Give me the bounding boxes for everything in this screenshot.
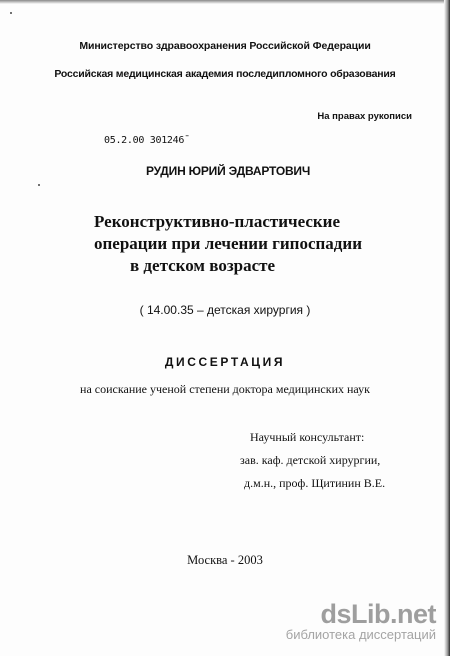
place-and-year: Москва - 2003 xyxy=(187,553,263,567)
manuscript-rights-note: На правах рукописи xyxy=(317,111,412,122)
academy-heading: Российская медицинская академия последипломного образования xyxy=(54,68,396,80)
scan-edge-top xyxy=(0,0,450,4)
watermark-logo: dsLib.net xyxy=(320,599,436,629)
registry-stamp: 05.2.00 301246ˉ xyxy=(104,135,190,146)
title-line-1: Реконструктивно-пластические xyxy=(94,212,341,231)
document-type: ДИССЕРТАЦИЯ xyxy=(164,355,286,369)
advisor-label: Научный консультант: xyxy=(250,430,365,444)
title-line-2: операции при лечении гипоспадии xyxy=(94,234,362,253)
scan-speck xyxy=(38,184,40,186)
watermark-tagline: библиотека диссертаций xyxy=(285,627,436,642)
title-line-3: в детском возрасте xyxy=(130,256,276,275)
advisor-position: зав. каф. детской хирургии, xyxy=(240,453,381,467)
author-name: РУДИН ЮРИЙ ЭДВАРТОВИЧ xyxy=(146,164,311,178)
degree-statement: на соискание ученой степени доктора медицинских наук xyxy=(80,382,370,396)
advisor-name: д.м.н., проф. Щитинин В.Е. xyxy=(244,476,386,490)
scan-speck xyxy=(10,12,12,14)
watermark xyxy=(286,600,436,642)
specialty-code: ( 14.00.35 – детская хирургия ) xyxy=(139,303,311,317)
ministry-heading: Министерство здравоохранения Российской Федерации xyxy=(79,40,371,52)
